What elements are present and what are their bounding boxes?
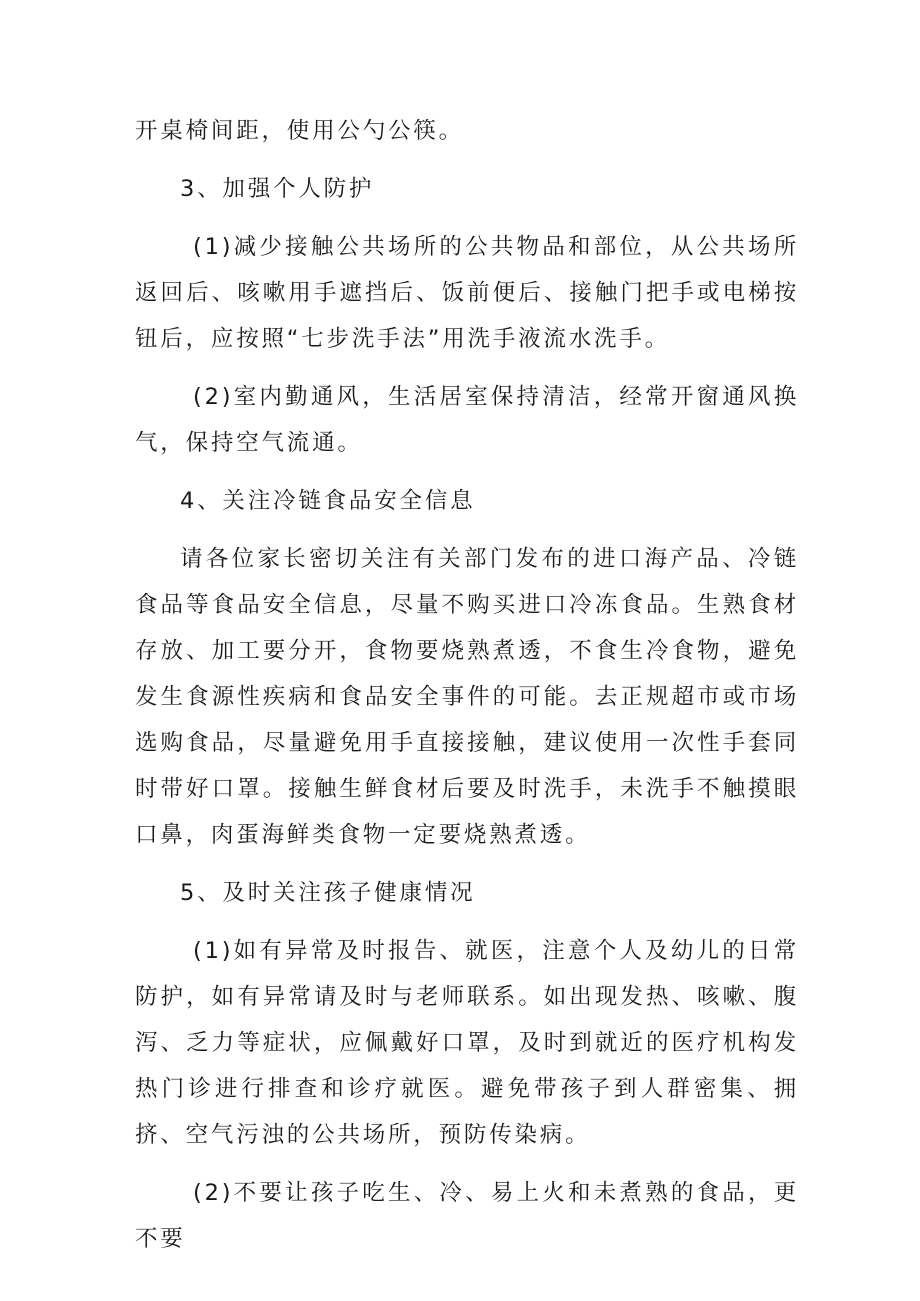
section-heading-3: 3、加强个人防护 <box>180 176 375 202</box>
paragraph-5-2: (2)不要让孩子吃生、冷、易上火和未煮熟的食品，更不要 <box>135 1180 799 1252</box>
paragraph-3-2: (2)室内勤通风，生活居室保持清洁，经常开窗通风换气，保持空气流通。 <box>135 384 799 456</box>
section-heading-5: 5、及时关注孩子健康情况 <box>180 880 476 906</box>
document-body <box>135 108 799 1262</box>
paragraph-4: 请各位家长密切关注有关部门发布的进口海产品、冷链食品等食品安全信息，尽量不购买进口冷冻食品。生熟食材存放、加工要分开，食物要烧熟煮透，不食生冷食物，避免发生食源性疾病和食品安全事件的可能。去正规超市或市场选购食品，尽量避免用手直接接触，建议使用一次性手套同时带好口罩。接触生鲜食材后要及时洗手，未洗手不触摸眼口鼻，肉蛋海鲜类食物一定要烧熟煮透。 <box>135 546 799 848</box>
paragraph-5-1: (1)如有异常及时报告、就医，注意个人及幼儿的日常防护，如有异常请及时与老师联系。如出现发热、咳嗽、腹泻、乏力等症状，应佩戴好口罩，及时到就近的医疗机构发热门诊进行排查和诊疗就医。避免带孩子到人群密集、拥挤、空气污浊的公共场所，预防传染病。 <box>135 938 799 1148</box>
section-heading-4: 4、关注冷链食品安全信息 <box>180 488 476 514</box>
paragraph-3-1: (1)减少接触公共场所的公共物品和部位，从公共场所返回后、咳嗽用手遮挡后、饭前便后、接触门把手或电梯按钮后，应按照“七步洗手法”用洗手液流水洗手。 <box>135 234 799 352</box>
paragraph-continuation: 开桌椅间距，使用公勺公筷。 <box>135 118 464 144</box>
